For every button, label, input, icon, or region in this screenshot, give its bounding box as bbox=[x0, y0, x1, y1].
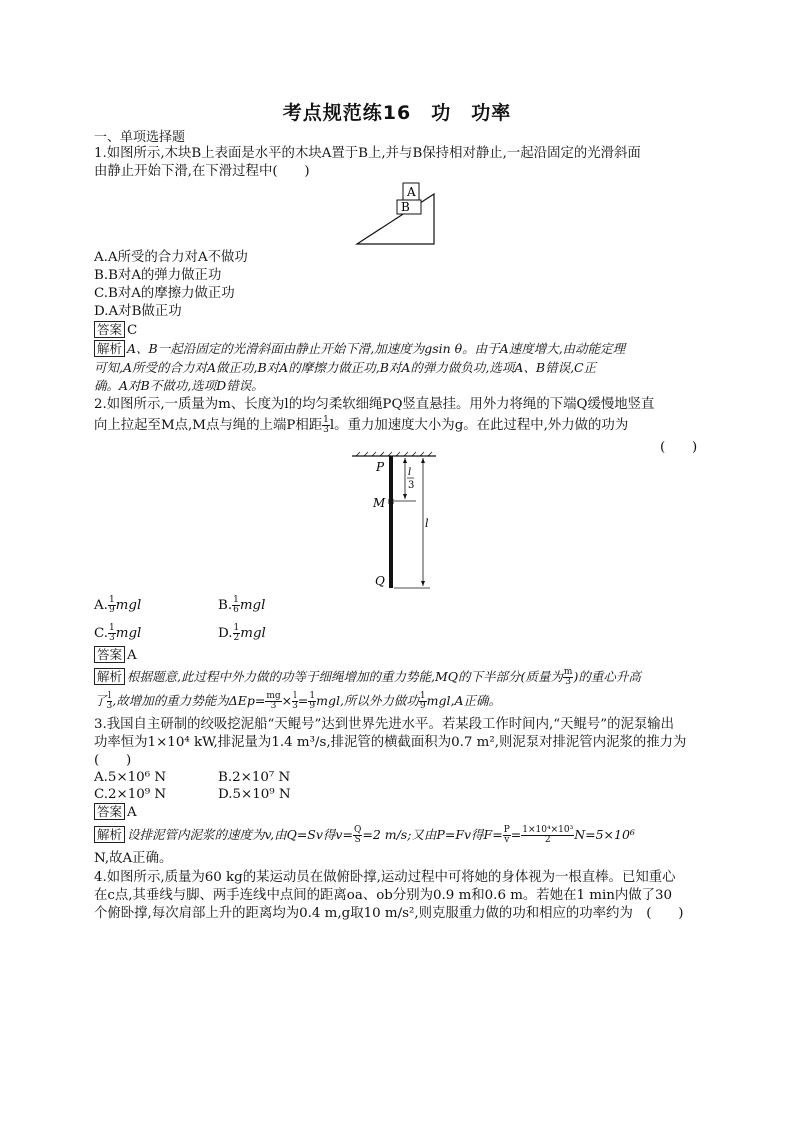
q3-stem-line-2: 功率恒为1×10⁴ kW,排泥量为1.4 m³/s,排泥管的横截面积为0.7 m²,则泥泵对排泥管内泥浆的推力为 bbox=[94, 735, 687, 750]
q3-stem-line-3: ( ) bbox=[94, 753, 132, 768]
q2-option-c: C. $\frac{1}{3}$ mgl bbox=[94, 623, 142, 643]
dim-l3-num: l bbox=[408, 467, 412, 478]
q2-stem-line-2a: 向上拉起至M点,M点与绳的上端P相距 bbox=[94, 418, 323, 433]
section-heading: 一、单项选择题 bbox=[94, 130, 186, 145]
q2-options-row-1 bbox=[94, 596, 265, 615]
q1-analysis-line-3: 确。A对B不做功,选项D错误。 bbox=[94, 378, 264, 393]
incline-triangle bbox=[357, 194, 434, 244]
dim-l-label: l bbox=[425, 517, 429, 530]
q3-analysis-row-2: N,故A正确。 bbox=[94, 851, 173, 866]
q3-options-row-1 bbox=[94, 769, 290, 786]
q2-analysis-row-1: 解析 根据题意,此过程中外力做的功等于细绳增加的重力势能,MQ的下半部分(质量为 $\frac{m}{3}$ )的重心升高 bbox=[94, 668, 641, 687]
analysis-tag: 解析 bbox=[94, 668, 125, 685]
q3-options-row-2 bbox=[94, 786, 291, 803]
q3-option-c: C.2×10⁹ N bbox=[94, 787, 167, 802]
q1-answer-row bbox=[94, 321, 137, 339]
q3-option-b: B.2×10⁷ N bbox=[218, 770, 291, 785]
analysis-tag: 解析 bbox=[94, 340, 125, 357]
q2-stem-line-2 bbox=[94, 416, 628, 435]
answer-tag: 答案 bbox=[94, 321, 125, 338]
q1-option-b: B.B对A的弹力做正功 bbox=[94, 268, 222, 283]
q3-option-a: A.5×10⁶ N bbox=[94, 770, 167, 785]
block-a-label: A bbox=[407, 185, 416, 199]
label-q: Q bbox=[375, 574, 385, 588]
q3-answer: A bbox=[127, 805, 137, 820]
incline-figure bbox=[355, 180, 445, 246]
q2-option-b: B. $\frac{1}{6}$ mgl bbox=[218, 595, 266, 615]
label-p: P bbox=[376, 460, 385, 474]
fraction-one-third: $\frac{1}{3}$ bbox=[323, 415, 329, 435]
q1-option-a: A.A所受的合力对A不做功 bbox=[94, 250, 248, 265]
q1-analysis-line-1: A、B一起沿固定的光滑斜面由静止开始下滑,加速度为gsin θ。由于A速度增大,由动能定理 bbox=[127, 341, 626, 356]
q3-answer-row bbox=[94, 803, 137, 821]
analysis-tag: 解析 bbox=[94, 826, 125, 843]
page-title: 考点规范练16 功 功率 bbox=[282, 102, 512, 124]
q2-analysis-row-2: 了 $\frac{l}{3}$ ,故增加的重力势能为ΔEp= $\frac{mg}{3}$ × $\frac{l}{3}$ = $\frac{1}{9}$ mgl,所以外力做功 $\frac{1}{9}$ mgl,A正确。 bbox=[94, 691, 502, 711]
q2-stem-line-1: 2.如图所示,一质量为m、长度为l的均匀柔软细绳PQ竖直悬挂。用外力将绳的下端Q缓慢地竖直 bbox=[94, 397, 655, 412]
q4-stem-line-3: 个俯卧撑,每次肩部上升的距离均为0.4 m,g取10 m/s²,则克服重力做的功和相应的功率约为 ( ) bbox=[94, 906, 684, 921]
q3-option-d: D.5×10⁹ N bbox=[218, 787, 291, 802]
q2-option-d: D. $\frac{1}{2}$ mgl bbox=[218, 623, 266, 643]
block-b-label: B bbox=[401, 200, 410, 214]
q1-analysis-line-2: 可知,A所受的合力对A做正功,B对A的摩擦力做正功,B对A的弹力做负功,选项A、B错误,C正 bbox=[94, 360, 597, 375]
q2-option-a: A. $\frac{1}{9}$ mgl bbox=[94, 595, 142, 615]
q1-stem-line-2: 由静止开始下滑,在下滑过程中( ) bbox=[94, 164, 310, 179]
q4-stem-line-1: 4.如图所示,质量为60 kg的某运动员在做俯卧撑,运动过程中可将她的身体视为一根直棒。已知重心 bbox=[94, 870, 676, 885]
answer-tag: 答案 bbox=[94, 646, 125, 663]
q3-analysis-row-1: 解析 设排泥管内泥浆的速度为v,由Q=Sv得v= $\frac{Q}{S}$ =2 m/s;又由P=Fv得F= $\frac{P}{v}$ = $\frac{\text{1×10⁴×10³}}{2}$ N=5×10⁶ bbox=[94, 826, 635, 845]
q2-stem-line-2b: l。重力加速度大小为g。在此过程中,外力做的功为 bbox=[329, 418, 629, 433]
q2-answer-paren: ( ) bbox=[660, 440, 698, 455]
label-m: M bbox=[373, 496, 386, 510]
q4-stem-line-2: 在c点,其垂线与脚、两手连线中点间的距离oa、ob分别为0.9 m和0.6 m。若她在1 min内做了30 bbox=[94, 888, 673, 903]
point-m-marker bbox=[389, 499, 394, 504]
answer-tag: 答案 bbox=[94, 803, 125, 820]
q2-options-row-2 bbox=[94, 624, 266, 643]
q1-option-d: D.A对B做正功 bbox=[94, 304, 182, 319]
q1-option-c: C.B对A的摩擦力做正功 bbox=[94, 286, 235, 301]
dim-l3-den: 3 bbox=[408, 480, 415, 491]
q1-stem-line-1: 1.如图所示,木块B上表面是水平的木块A置于B上,并与B保持相对静止,一起沿固定的光滑斜面 bbox=[94, 146, 641, 161]
q2-answer-row bbox=[94, 646, 137, 664]
rope-figure bbox=[350, 452, 450, 594]
q1-analysis-row-1 bbox=[94, 340, 625, 358]
ceiling-hatch bbox=[356, 452, 432, 456]
q1-answer: C bbox=[127, 323, 138, 338]
q3-stem-line-1: 3.我国自主研制的绞吸挖泥船“天鲲号”达到世界先进水平。若某段工作时间内,“天鲲号”的泥泵输出 bbox=[94, 717, 675, 732]
q2-answer: A bbox=[127, 648, 137, 663]
